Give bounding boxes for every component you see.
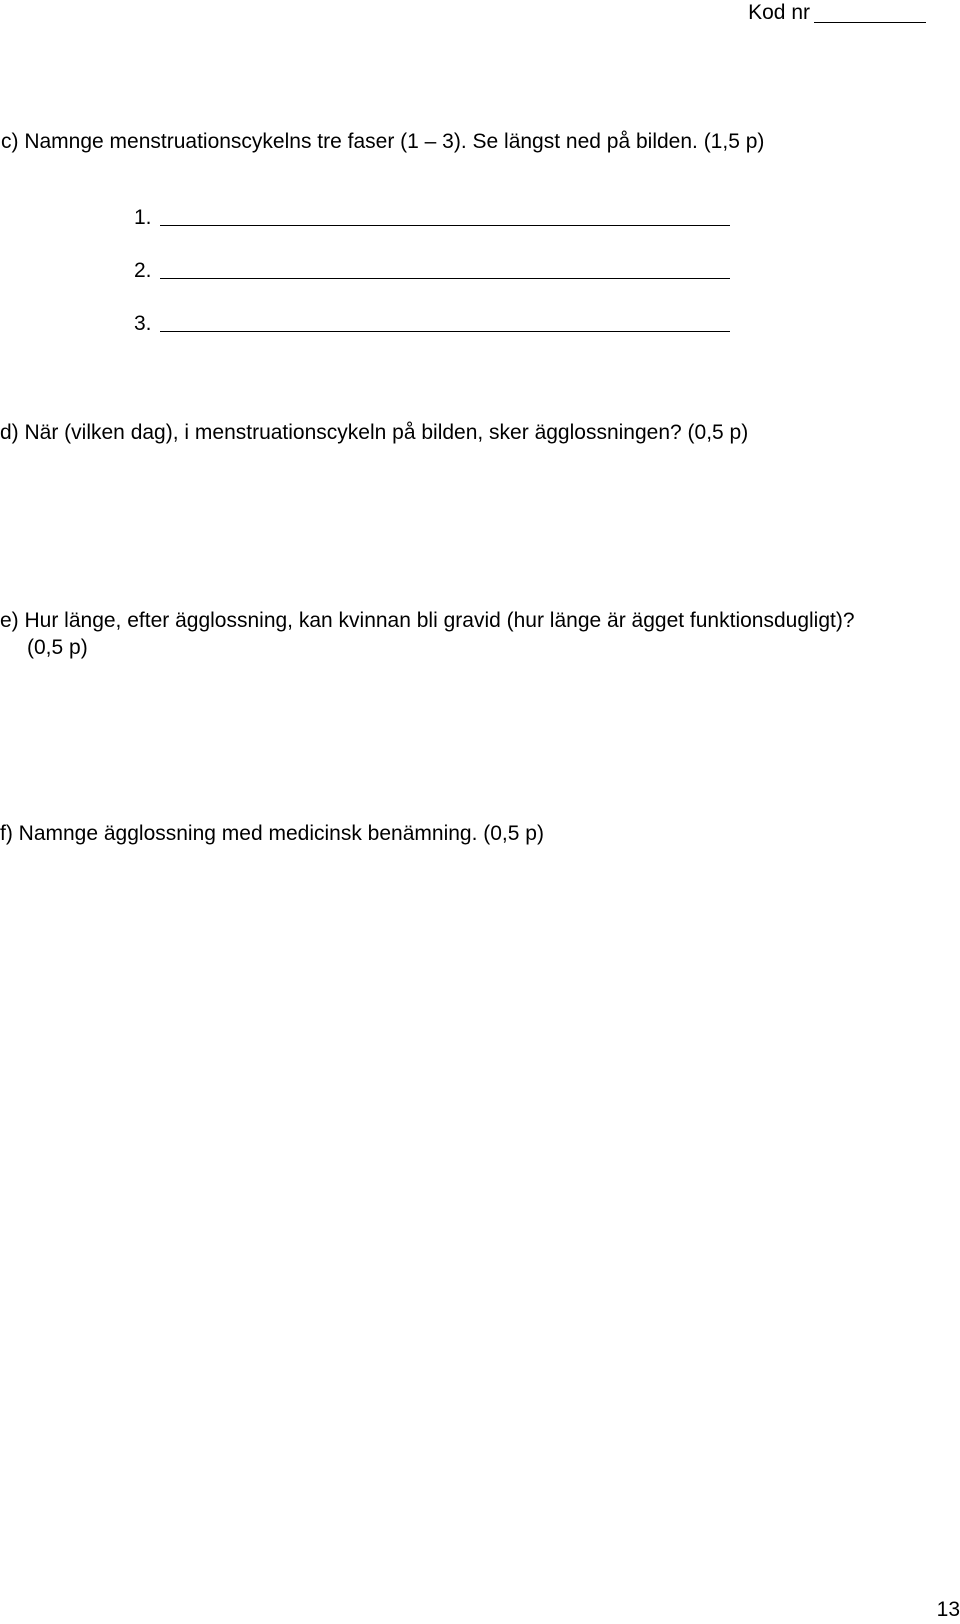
code-label: Kod nr — [748, 1, 810, 24]
answer-number-2: 2. — [134, 259, 152, 282]
question-e-text: e) Hur länge, efter ägglossning, kan kvinnan bli gravid (hur länge är ägget funktionsdugligt)? — [0, 609, 855, 632]
question-d-text: d) När (vilken dag), i menstruationscykeln på bilden, sker ägglossningen? (0,5 p) — [0, 421, 749, 444]
answer-line-3[interactable] — [160, 331, 730, 332]
question-f-text: f) Namnge ägglossning med medicinsk benämning. (0,5 p) — [0, 822, 544, 845]
code-field-line[interactable] — [814, 22, 926, 23]
question-c-text: c) Namnge menstruationscykelns tre faser (1 – 3). Se längst ned på bilden. (1,5 p) — [1, 130, 765, 153]
answer-number-3: 3. — [134, 312, 152, 335]
answer-line-2[interactable] — [160, 278, 730, 279]
page-number: 13 — [936, 1598, 960, 1621]
question-e-points: (0,5 p) — [27, 636, 88, 659]
answer-number-1: 1. — [134, 206, 152, 229]
answer-line-1[interactable] — [160, 225, 730, 226]
